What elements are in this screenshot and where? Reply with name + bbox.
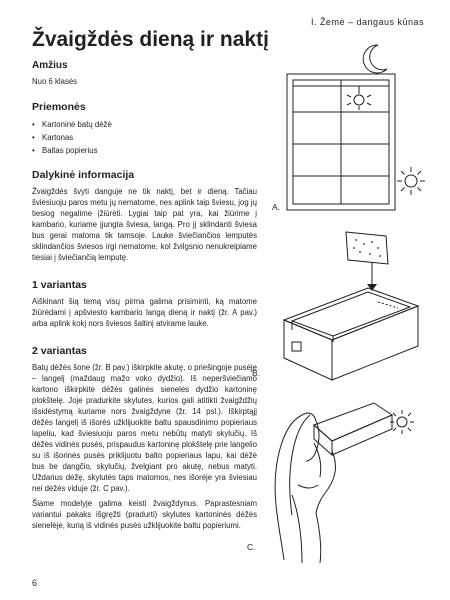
variant2-text: Batų dėžės šone (žr. B pav.) iškirpkite akutę, o priešingoje pusėje – langelį (maždaug mažo voko dydžio). Iš neperšviečiamo kartono iškirpkite dėžės galinės sienelės dydžio kartoninę plokštelę. Joje pradurkite skylutes, kurios gali atitikti žvaigždžių išsidėstymą kuriame nors žvaigždyne (žr. 14 psl.). Iškirptąjį dėžės langelį iš išorės užklijuokite baltu spausdinimo popieriaus lapeliu, kad šviesiuoju paros metu nebūtų matyti skylučių. Iš dėžės vidinės pusės, prispaudus kartoninę plokštelę prie langelio su iš išorinės pusės priklijuotu balto popieriaus lapu, kai dėžė bus be dangčio, skylučių, žvelgiant pro akutę, nebus matyti. Uždarius dėžę, skylutės taps matomos, nes išorėje yra šviesiau nei dėžės viduje (žr. C pav.). xyxy=(32,363,257,493)
materials-item: • Baltas popierius xyxy=(32,144,257,157)
variant2-heading: 2 variantas xyxy=(32,345,87,357)
variant1-section xyxy=(32,279,257,329)
materials-heading: Priemonės xyxy=(32,101,86,113)
shoebox-illustration xyxy=(270,270,430,390)
materials-item: • Kartoninė batų dėžė xyxy=(32,118,257,131)
variant2-text2: Šiame modelyje galima keisti žvaigždynus. Paprastesniam variantui pakaks išgręžti (pradurti) skylutes kartoninės dėžės sienelėje, kurią iš vidinės pusės užklijuokite baltu popieriumi. xyxy=(32,499,257,530)
materials-section xyxy=(32,101,257,157)
variant2-section xyxy=(32,345,257,531)
figure-a-label: A. xyxy=(272,202,281,212)
variant1-text: Aiškinant šią temą visų pirma galima prisiminti, ką matome žiūrėdami į apšviesto kambario langą dieną ir naktį (žr. A pav.) arba aplink kokį nors šviesos šaltinį atvirame lauke. xyxy=(32,297,257,328)
page-title: Žvaigždės dieną ir naktį xyxy=(32,28,269,51)
girl-with-box-illustration xyxy=(262,385,402,565)
info-heading: Dalykinė informacija xyxy=(32,169,135,181)
main-text-column xyxy=(32,60,257,543)
chapter-header: I. Žemė – dangaus kūnas xyxy=(310,17,424,27)
info-text: Žvaigždės švyti danguje ne tik naktį, bet ir dieną. Tačiau šviesiuoju paros metu jų nematome, nes aplink taip šviesu, jog jų tiesiog negalime įžiūrėti. Lygiai taip pat yra, kai žiūrime į kambario, kuriame įjungta šviesa, langą. Pro jį sklindanti šviesa bus gerai matoma tik tamsoje. Lauke šviečiančios lemputės sklindančios šviesos irgi nematome, kol žvilgsnio nenukreipiame tiesiai į šviečiančią lemputę. xyxy=(32,187,257,262)
lamp-icon xyxy=(347,86,371,110)
info-section xyxy=(32,169,257,263)
moon-icon xyxy=(360,42,390,76)
variant1-heading: 1 variantas xyxy=(32,279,87,291)
sun-icon xyxy=(395,165,427,197)
page-number: 6 xyxy=(32,578,38,588)
age-text: Nuo 6 klasės xyxy=(32,77,78,86)
age-heading: Amžius xyxy=(32,60,68,71)
window-illustration xyxy=(285,72,397,212)
age-section xyxy=(32,60,257,87)
materials-item: • Kartonas xyxy=(32,131,257,144)
figure-b-label: B. xyxy=(252,368,261,378)
figure-c-label: C. xyxy=(247,542,256,552)
materials-list xyxy=(32,118,257,157)
